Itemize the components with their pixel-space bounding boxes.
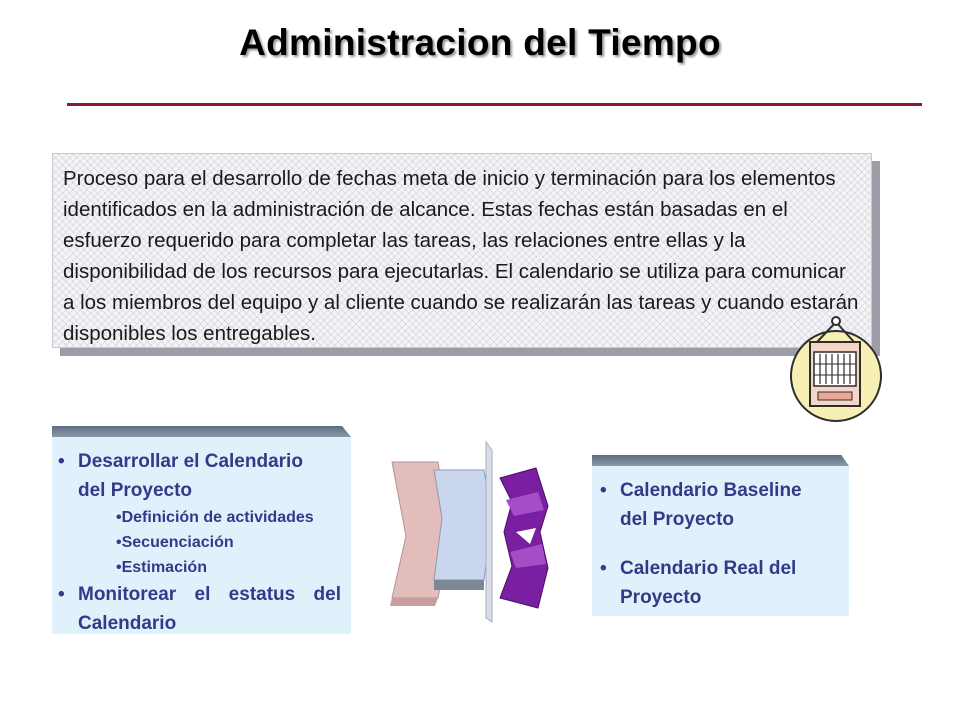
title-divider: [67, 103, 922, 106]
panel-header-bar: [52, 426, 351, 437]
schedule-development-panel: [52, 437, 351, 634]
sub-item-estimation: •Estimación: [116, 559, 207, 576]
list-item: [58, 580, 341, 638]
list-item-text: Proyecto: [620, 587, 702, 608]
list-item-text: Monitorear el estatus del: [78, 584, 341, 605]
sub-item-sequencing: •Secuenciación: [116, 534, 234, 551]
list-item-text: del Proyecto: [78, 480, 193, 501]
bullet: •: [58, 451, 65, 472]
panel-header-bar: [592, 455, 849, 466]
bullet: •: [58, 584, 65, 605]
page-title: Administracion del Tiempo: [239, 22, 721, 63]
list-item-text: Desarrollar el Calendario: [78, 451, 303, 472]
list-item-text: Calendario Real del: [620, 558, 797, 579]
list-item-text: Calendario: [78, 613, 177, 634]
bullet: •: [600, 558, 607, 579]
bullet: •: [600, 480, 607, 501]
definition-box: [52, 153, 872, 348]
list-item: [600, 476, 839, 534]
sub-item-activities: •Definición de actividades: [116, 509, 314, 526]
definition-text: Proceso para el desarrollo de fechas meta de inicio y terminación para los elementos identificados en la administración de alcance. Estas fechas están basadas en el esfuerzo requerido para completar las tareas, las relaciones entre ellas y la disponibilidad de los recursos para ejecutarlas. El calendario se utiliza para comunicar a los miembros del equipo y al cliente cuando se realizarán las tareas y cuando estarán disponibles los entregables.: [63, 167, 859, 345]
list-item: [58, 447, 341, 505]
process-arrows-icon: [388, 440, 558, 625]
list-item-text: Calendario Baseline: [620, 480, 802, 501]
list-item-text: del Proyecto: [620, 509, 735, 530]
list-item: [600, 554, 839, 612]
calendar-icon: [784, 312, 888, 424]
schedule-types-panel: [592, 466, 849, 616]
